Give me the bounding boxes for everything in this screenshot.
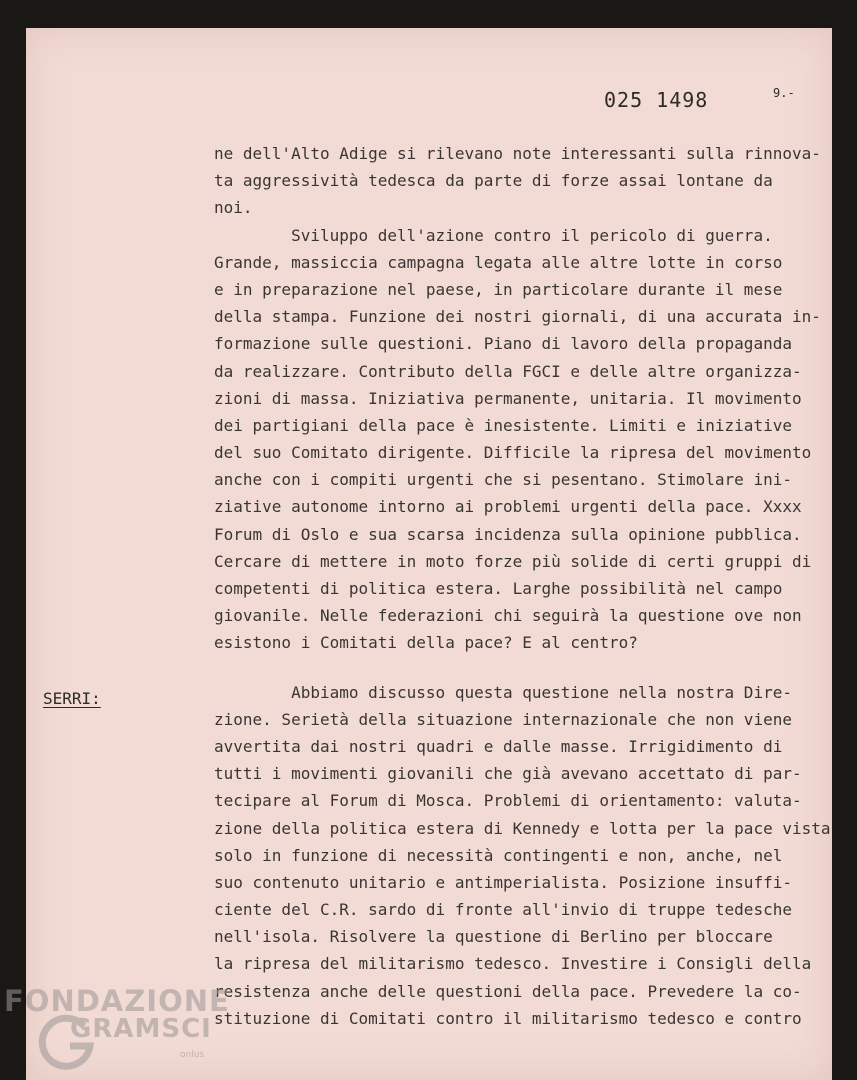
- text-line: ne dell'Alto Adige si rilevano note interessanti sulla rinnova-: [214, 144, 821, 163]
- text-line: tutti i movimenti giovanili che già avevano accettato di par-: [214, 764, 802, 784]
- text-line: anche con i compiti urgenti che si pesentano. Stimolare ini-: [214, 470, 792, 490]
- text-line: nell'isola. Risolvere la questione di Berlino per bloccare: [214, 927, 773, 947]
- text-line: Cercare di mettere in moto forze più solide di certi gruppi di: [214, 551, 812, 571]
- text-line: zione. Serietà della situazione internazionale che non viene: [214, 709, 792, 729]
- text-line: zione della politica estera di Kennedy e lotta per la pace vista: [214, 818, 831, 838]
- text-line: solo in funzione di necessità contingenti e non, anche, nel: [214, 845, 783, 865]
- text-line: della stampa. Funzione dei nostri giornali, di una accurata in-: [214, 307, 821, 327]
- paragraph-alto-adige: [214, 140, 832, 222]
- text-line: stituzione di Comitati contro il militarismo tedesco e contro: [214, 1008, 802, 1028]
- text-line: resistenza anche delle questioni della pace. Prevedere la co-: [214, 981, 802, 1001]
- document-body: [214, 140, 832, 1032]
- text-line: noi.: [214, 198, 253, 218]
- text-line: da realizzare. Contributo della FGCI e delle altre organizza-: [214, 361, 802, 381]
- page-number: 9.-: [773, 86, 795, 100]
- text-line: ziative autonome intorno ai problemi urgenti della pace. Xxxx: [214, 497, 802, 517]
- text-line: competenti di politica estera. Larghe possibilità nel campo: [214, 579, 783, 598]
- text-line: giovanile. Nelle federazioni chi seguirà la questione ove non: [214, 606, 802, 626]
- text-line: Abbiamo discusso questa questione nella nostra Dire-: [214, 682, 792, 702]
- text-line: del suo Comitato dirigente. Difficile la ripresa del movimento: [214, 443, 812, 463]
- paragraph-sviluppo: [214, 222, 832, 657]
- watermark-line-2: GRAMSCI: [70, 1014, 212, 1044]
- text-line: ciente del C.R. sardo di fronte all'invio di truppe tedesche: [214, 900, 792, 920]
- document-page: [26, 28, 832, 1080]
- text-line: e in preparazione nel paese, in particolare durante il mese: [214, 279, 783, 299]
- text-line: Sviluppo dell'azione contro il pericolo di guerra.: [214, 225, 773, 245]
- text-line: zioni di massa. Iniziativa permanente, unitaria. Il movimento: [214, 388, 802, 408]
- text-line: la ripresa del militarismo tedesco. Investire i Consigli della: [214, 954, 812, 974]
- text-line: tecipare al Forum di Mosca. Problemi di orientamento: valuta-: [214, 791, 802, 811]
- watermark-line-1: FONDAZIONE: [4, 984, 230, 1018]
- speaker-label: SERRI:: [43, 689, 101, 708]
- text-line: ta aggressività tedesca da parte di forze assai lontane da: [214, 171, 773, 191]
- text-line: suo contenuto unitario e antimperialista. Posizione insuffi-: [214, 872, 792, 892]
- watermark-line-3: onlus: [180, 1050, 205, 1060]
- paragraph-serri: [214, 679, 832, 1032]
- text-line: avvertita dai nostri quadri e dalle masse. Irrigidimento di: [214, 736, 783, 756]
- text-line: esistono i Comitati della pace? E al centro?: [214, 633, 638, 653]
- paragraph-spacer: [214, 657, 832, 679]
- text-line: formazione sulle questioni. Piano di lavoro della propaganda: [214, 334, 792, 354]
- text-line: Grande, massiccia campagna legata alle altre lotte in corso: [214, 252, 783, 272]
- text-line: Forum di Oslo e sua scarsa incidenza sulla opinione pubblica.: [214, 524, 802, 544]
- document-number: 025 1498: [604, 88, 709, 112]
- text-line: dei partigiani della pace è inesistente. Limiti e iniziative: [214, 415, 792, 435]
